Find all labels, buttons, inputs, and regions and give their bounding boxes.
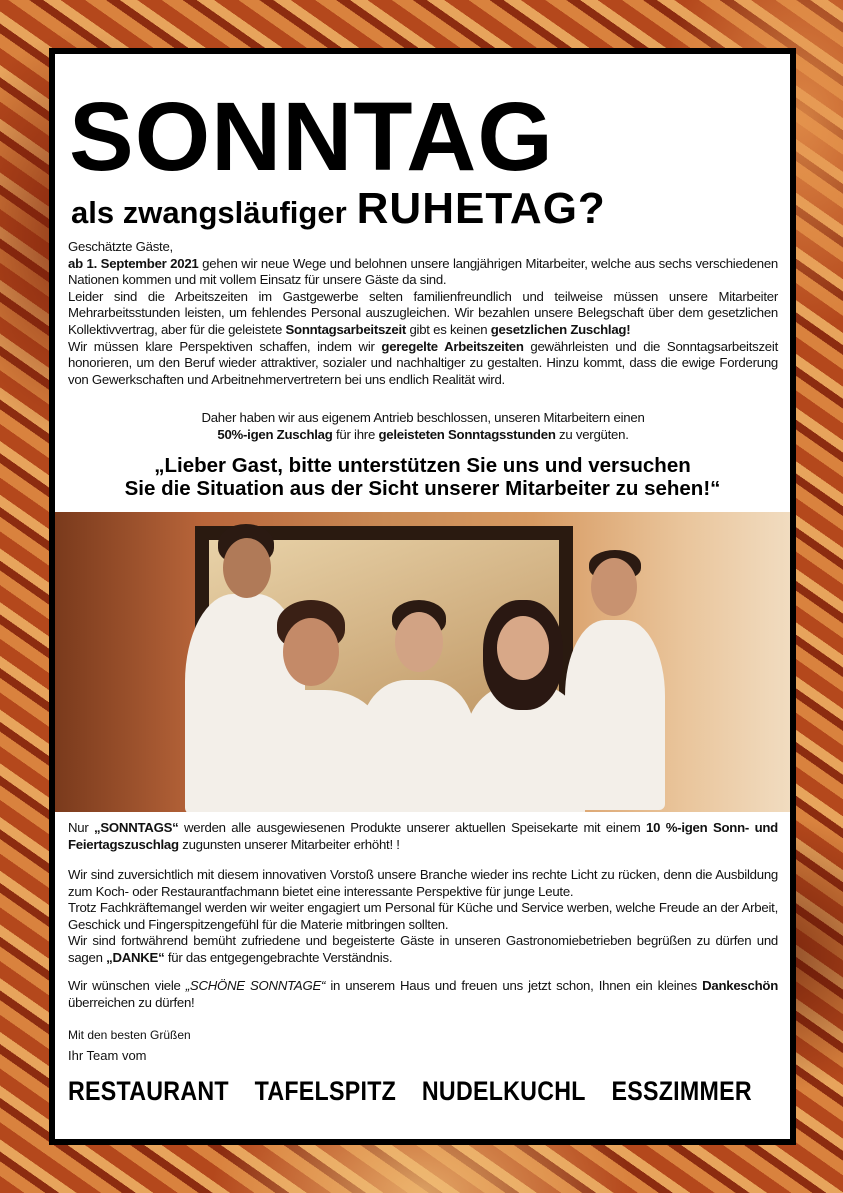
team-photo xyxy=(55,512,790,812)
paragraph xyxy=(68,410,778,427)
paragraph xyxy=(68,289,778,339)
restaurant-name: NUDELKUCHL xyxy=(421,1076,586,1106)
text: für ihre xyxy=(332,426,379,442)
text: werden alle ausgewiesenen Produkte unserer aktuellen Speisekarte mit einem xyxy=(178,820,647,835)
subtitle-part2: RUHETAG? xyxy=(356,184,606,233)
text: gewährleisten und die Sonntagsarbeitszeit honorieren, um den Beruf wieder attraktiver, sozialer und nachhaltiger zu gestalten. Hinzu kommt, dass die ewige Forderung von Gewerkschaften und Arbeitnehmervertretern bei uns endlich Realität wird. xyxy=(68,338,778,387)
paragraph xyxy=(68,820,778,853)
bold-text: „SONNTAGS“ xyxy=(94,820,179,835)
text: zu vergüten. xyxy=(555,426,629,442)
italic-text: „SCHÖNE SONNTAGE“ xyxy=(185,978,326,993)
text: zugunsten unserer Mitarbeiter erhöht! ! xyxy=(178,836,400,852)
paragraph xyxy=(68,427,778,444)
text: Wir wünschen viele xyxy=(68,978,186,993)
closing-text xyxy=(68,867,778,967)
text: Nur xyxy=(68,820,95,835)
paragraph xyxy=(68,339,778,389)
poster-card xyxy=(49,48,796,1145)
restaurant-name: ESSZIMMER xyxy=(611,1076,752,1106)
text: überreichen zu dürfen! xyxy=(68,994,195,1010)
bold-text: Sonntagsarbeitszeit xyxy=(285,321,407,337)
notice-text xyxy=(68,820,778,853)
paragraph xyxy=(68,933,778,966)
bold-text: Dankeschön xyxy=(702,978,779,993)
bold-text: ab 1. September 2021 xyxy=(68,255,199,271)
greeting: Mit den besten Grüßen xyxy=(68,1028,191,1042)
subtitle-part1: als zwangsläufiger xyxy=(71,195,347,230)
paragraph xyxy=(68,239,778,256)
team-label: Ihr Team vom xyxy=(68,1048,147,1063)
quote-line-1: „Lieber Gast, bitte unterstützen Sie uns und versuchen xyxy=(154,454,691,477)
wish-text xyxy=(68,978,778,1011)
text: Leider sind die Arbeitszeiten im Gastgewerbe selten familienfreundlich und teilweise müssen unsere Mitarbeiter Mehrarbeitsstunden leisten, um fehlendes Personal auszugleichen. Wir bezahlen unsere Belegschaft über dem gesetzlichen Kollektivvertrag, aber für die geleistete xyxy=(68,288,778,337)
quote-line-2: Sie die Situation aus der Sicht unserer Mitarbeiter zu sehen!“ xyxy=(124,477,721,500)
intro-text xyxy=(68,239,778,388)
text: Wir sind zuversichtlich mit diesem innovativen Vorstoß unsere Branche wieder ins rechte Licht zu rücken, denn die Ausbildung zum Koch- oder Restaurantfachmann bietet eine interessante Perspektive für junge Leute. xyxy=(68,867,778,899)
paragraph xyxy=(68,256,778,289)
bold-text: geleisteten Sonntagsstunden xyxy=(378,426,556,442)
paragraph xyxy=(68,978,778,1011)
text: gehen wir neue Wege und belohnen unsere langjährigen Mitarbeiter, welche aus sechs verschiedenen Nationen kommen und mit vollem Einsatz für unsere Gäste da sind. xyxy=(68,255,778,288)
poster-subtitle xyxy=(71,184,606,234)
restaurant-names xyxy=(68,1076,778,1107)
bold-text: gesetzlichen Zuschlag! xyxy=(490,321,631,337)
text: Daher haben wir aus eigenem Antrieb beschlossen, unseren Mitarbeitern einen xyxy=(201,410,645,425)
text: in unserem Haus und freuen uns jetzt schon, Ihnen ein kleines xyxy=(325,978,703,993)
text: für das entgegengebrachte Verständnis. xyxy=(164,949,393,965)
paragraph xyxy=(68,900,778,933)
poster-title: SONNTAG xyxy=(69,82,554,191)
text: Wir müssen klare Perspektiven schaffen, indem wir xyxy=(68,338,382,354)
restaurant-name: RESTAURANT xyxy=(68,1076,229,1106)
quote xyxy=(55,454,790,500)
decision-text xyxy=(68,410,778,443)
text: gibt es keinen xyxy=(406,321,491,337)
bold-text: 50%-igen Zuschlag xyxy=(217,426,333,442)
bold-text: „DANKE“ xyxy=(106,949,165,965)
bold-text: geregelte Arbeitszeiten xyxy=(381,338,524,354)
paragraph xyxy=(68,867,778,900)
text: Geschätzte Gäste, xyxy=(68,239,173,254)
bold-text: 10 %-igen Sonn- und Feiertagszuschlag xyxy=(68,820,778,852)
restaurant-name: TAFELSPITZ xyxy=(254,1076,397,1106)
text: Trotz Fachkräftemangel werden wir weiter engagiert um Personal für Küche und Service werben, welche Freude an der Arbeit, Geschick und Fingerspitzengefühl für die Materie mitbringen sollten. xyxy=(68,900,778,932)
text: Wir sind fortwährend bemüht zufriedene und begeisterte Gäste in unseren Gastronomiebetrieben begrüßen zu dürfen und sagen xyxy=(68,933,778,965)
